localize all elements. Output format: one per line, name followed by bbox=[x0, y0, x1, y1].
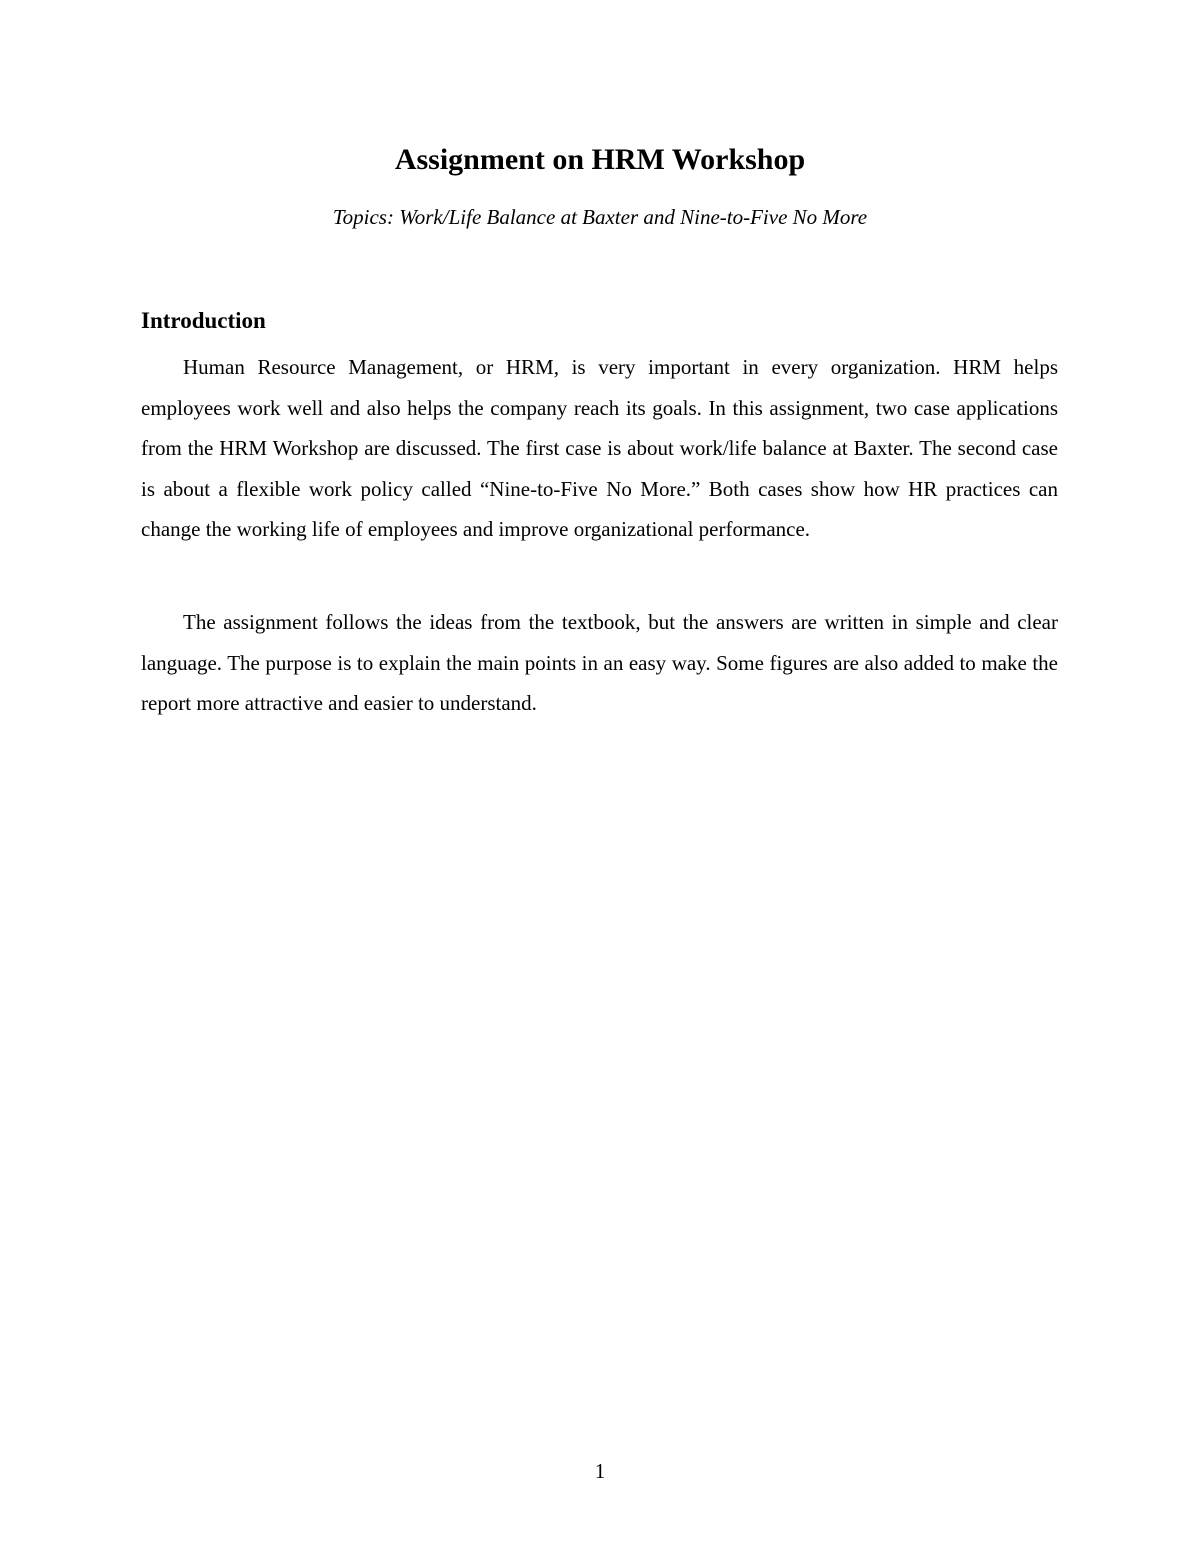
document-subtitle: Topics: Work/Life Balance at Baxter and Nine-to-Five No More bbox=[332, 205, 868, 229]
section-heading-introduction: Introduction bbox=[141, 308, 266, 333]
introduction-paragraph-1: Human Resource Management, or HRM, is very important in every organization. HRM helps employees work well and also helps the company reach its goals. In this assignment, two case applications from the HRM Workshop are discussed. The first case is about work/life balance at Baxter. The second case is about a flexible work policy called “Nine-to-Five No More.” Both cases show how HR practices can change the working life of employees and improve organizational performance. bbox=[141, 355, 1058, 541]
document-title: Assignment on HRM Workshop bbox=[394, 143, 806, 176]
introduction-paragraph-2: The assignment follows the ideas from the textbook, but the answers are written in simple and clear language. The purpose is to explain the main points in an easy way. Some figures are also added to make the report more attractive and easier to understand. bbox=[141, 610, 1058, 715]
page-number: 1 bbox=[594, 1459, 606, 1483]
